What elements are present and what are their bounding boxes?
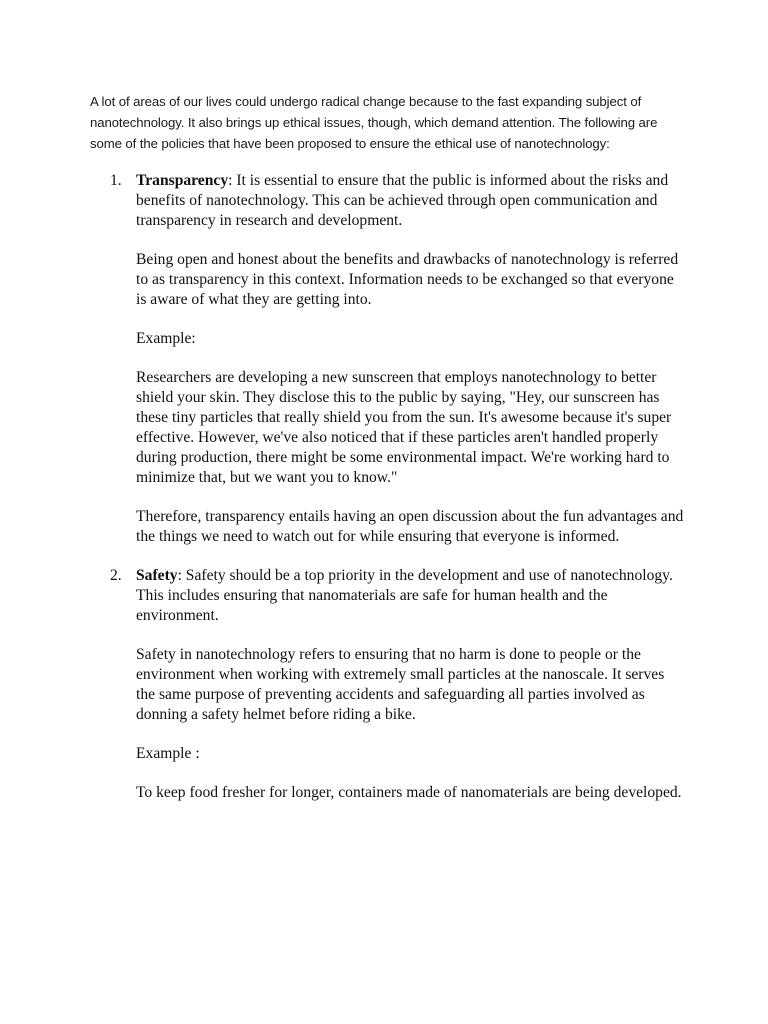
example-text: To keep food fresher for longer, containers made of nanomaterials are being developed. xyxy=(136,784,682,801)
policy-list xyxy=(110,171,684,803)
item-definition xyxy=(136,566,684,626)
example-label: Example : xyxy=(136,745,200,762)
item-conclusion: Therefore, transparency entails having an open discussion about the fun advantages and the things we need to watch out for while ensuring that everyone is informed. xyxy=(136,508,684,545)
list-number: 1. xyxy=(110,172,122,189)
item-explanation: Being open and honest about the benefits and drawbacks of nanotechnology is referred to as transparency in this context. Information needs to be exchanged so that everyone is aware of what they are getting into. xyxy=(136,251,679,308)
item-definition xyxy=(136,171,684,231)
example-text: Researchers are developing a new sunscreen that employs nanotechnology to better shield your skin. They disclose this to the public by saying, "Hey, our sunscreen has these tiny particles that really shield you from the sun. It's awesome because it's super effective. However, we've also noticed that if these particles aren't handled properly during production, there might be some environmental impact. We're working hard to minimize that, but we want you to know." xyxy=(136,369,672,486)
list-item-safety xyxy=(110,566,684,803)
item-definition-text: : It is essential to ensure that the public is informed about the risks and benefits of nanotechnology. This can be achieved through open communication and transparency in research and development. xyxy=(136,172,669,229)
list-number: 2. xyxy=(110,567,122,584)
item-term: Safety xyxy=(136,567,178,584)
example-label: Example: xyxy=(136,330,196,347)
list-item-transparency xyxy=(110,171,684,547)
intro-paragraph: A lot of areas of our lives could undergo radical change because to the fast expanding subject of nanotechnology. It also brings up ethical issues, though, which demand attention. The following are some of the policies that have been proposed to ensure the ethical use of nanotechnology: xyxy=(90,94,658,151)
item-definition-text: : Safety should be a top priority in the development and use of nanotechnology. This includes ensuring that nanomaterials are safe for human health and the environment. xyxy=(136,567,673,624)
item-explanation: Safety in nanotechnology refers to ensuring that no harm is done to people or the environment when working with extremely small particles at the nanoscale. It serves the same purpose of preventing accidents and safeguarding all parties involved as donning a safety helmet before riding a bike. xyxy=(136,646,665,723)
item-term: Transparency xyxy=(136,172,229,189)
